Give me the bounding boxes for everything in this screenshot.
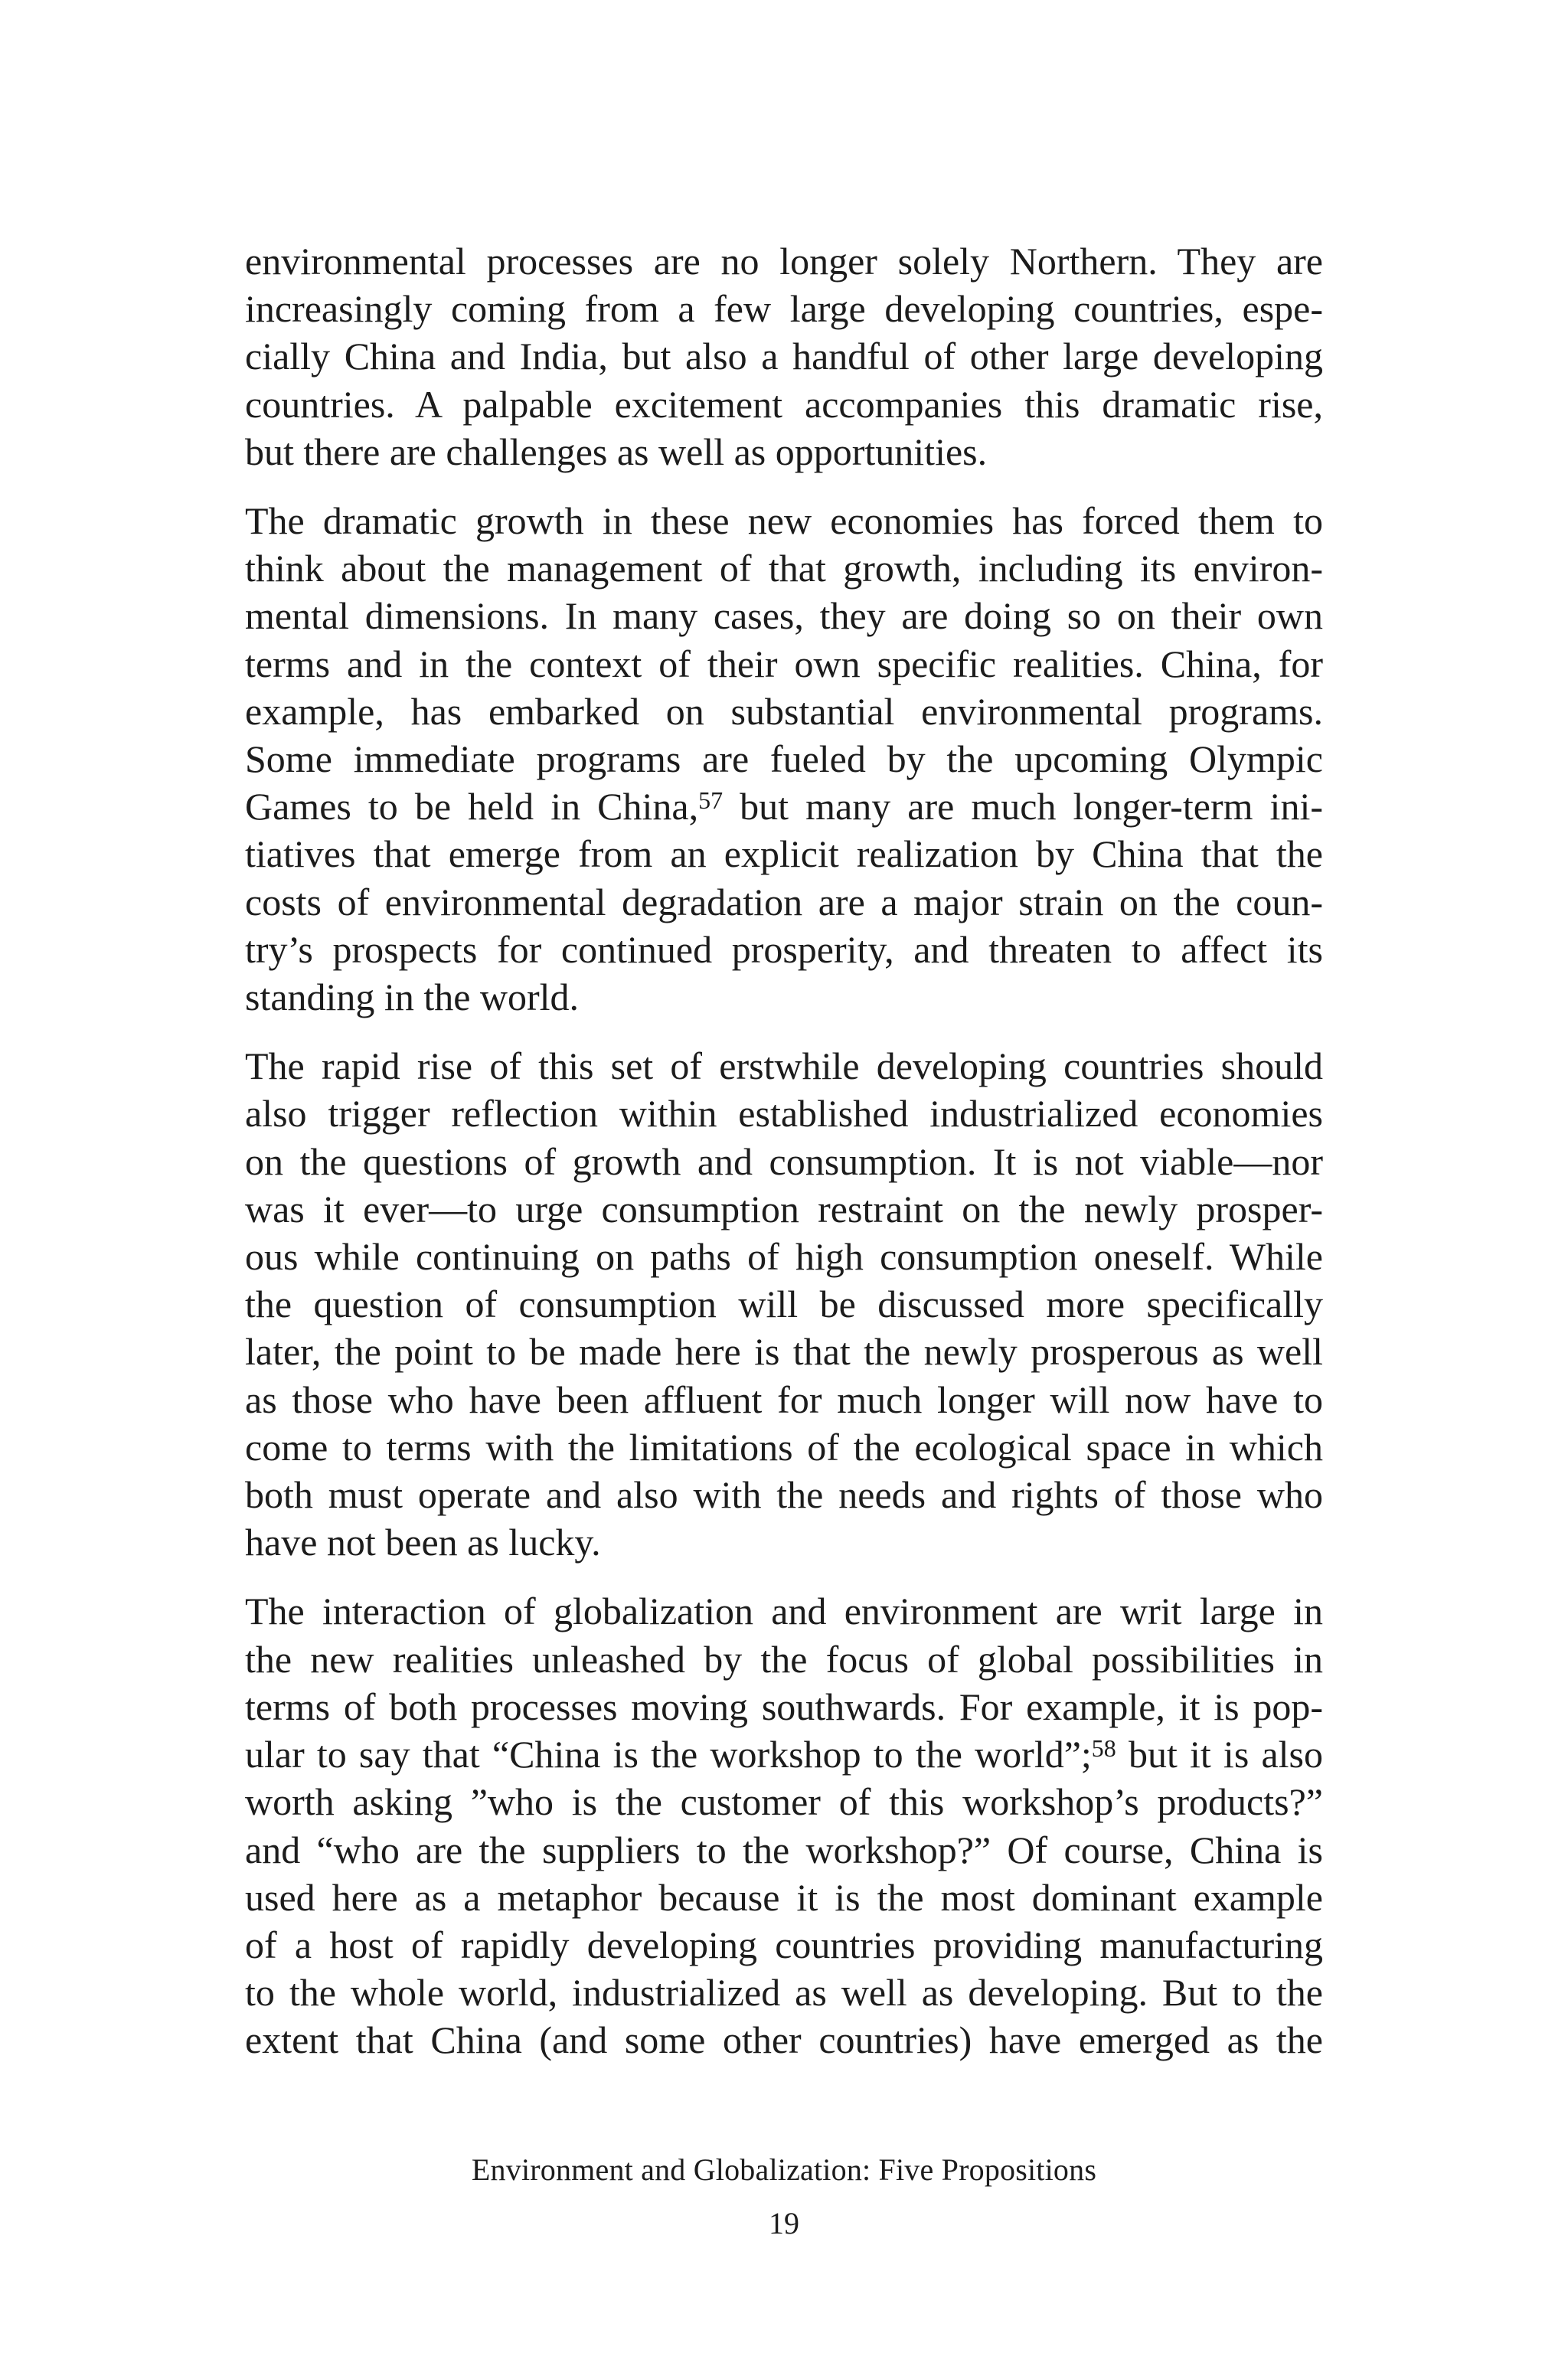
text-line: The dramatic growth in these new economies has forced them to — [245, 499, 1323, 543]
text-line: the new realities unleashed by the focus of global possibilities in — [245, 1637, 1323, 1681]
running-footer-title: Environment and Globalization: Five Propositions — [471, 2152, 1097, 2187]
text-line: increasingly coming from a few large developing countries, espe- — [245, 287, 1323, 331]
text-line: try’s prospects for continued prosperity, and threaten to affect its — [245, 927, 1323, 971]
text-line: ous while continuing on paths of high consumption oneself. While — [245, 1235, 1323, 1279]
paragraph — [245, 497, 1323, 1021]
paragraph — [245, 1042, 1323, 1566]
text-line: countries. A palpable excitement accompanies this dramatic rise, — [245, 382, 1323, 426]
text-line: extent that China (and some other countries) have emerged as the — [245, 2018, 1323, 2062]
footnote-marker: 58 — [1091, 1734, 1116, 1763]
text-line: as those who have been affluent for much longer will now have to — [245, 1377, 1323, 1421]
text-fragment: Games to be held in China, — [245, 785, 699, 828]
text-line: think about the management of that growth, including its environ- — [245, 547, 1323, 590]
text-line: have not been as lucky. — [245, 1521, 601, 1564]
text-fragment: ular to say that “China is the workshop to the world”; — [245, 1733, 1092, 1776]
text-line: costs of environmental degradation are a major strain on the coun- — [245, 880, 1323, 923]
text-line: of a host of rapidly developing countries providing manufacturing — [245, 1923, 1323, 1966]
text-fragment: but it is also — [1116, 1733, 1323, 1776]
paragraph — [245, 237, 1323, 476]
footnote-marker: 57 — [698, 786, 724, 815]
text-line: standing in the world. — [245, 976, 580, 1019]
text-line: example, has embarked on substantial environmental programs. — [245, 689, 1323, 733]
body-text — [245, 237, 1323, 2086]
text-line: The interaction of globalization and environment are writ large in — [245, 1590, 1323, 1633]
text-line: come to terms with the limitations of the ecological space in which — [245, 1425, 1323, 1469]
text-fragment: but many are much longer-term ini- — [723, 785, 1323, 828]
text-line: terms of both processes moving southwards. For example, it is pop- — [245, 1685, 1323, 1728]
text-line: both must operate and also with the needs and rights of those who — [245, 1473, 1323, 1517]
text-line: mental dimensions. In many cases, they are doing so on their own — [245, 594, 1323, 638]
text-line: Some immediate programs are fueled by the upcoming Olympic — [245, 737, 1323, 781]
text-line: later, the point to be made here is that the newly prosperous as well — [245, 1330, 1323, 1374]
text-line: tiatives that emerge from an explicit realization by China that the — [245, 832, 1323, 876]
text-line: to the whole world, industrialized as well as developing. But to the — [245, 1971, 1323, 2015]
text-line: was it ever—to urge consumption restraint on the newly prosper- — [245, 1187, 1323, 1230]
text-line: also trigger reflection within established industrialized economies — [245, 1092, 1323, 1136]
text-line: environmental processes are no longer solely Northern. They are — [245, 240, 1323, 283]
text-line: on the questions of growth and consumption. It is not viable—nor — [245, 1139, 1323, 1183]
text-line: The rapid rise of this set of erstwhile developing countries should — [245, 1044, 1323, 1088]
text-line — [245, 783, 1323, 830]
text-line: the question of consumption will be discussed more specifically — [245, 1283, 1323, 1326]
text-line: cially China and India, but also a handful of other large developing — [245, 335, 1323, 378]
text-line: and “who are the suppliers to the workshop?” Of course, China is — [245, 1828, 1323, 1871]
text-line: worth asking ”who is the customer of this workshop’s products?” — [245, 1780, 1323, 1824]
page-number: 19 — [769, 2206, 799, 2240]
text-line: used here as a metaphor because it is the most dominant example — [245, 1875, 1323, 1919]
paragraph — [245, 1587, 1323, 2064]
text-line: terms and in the context of their own specific realities. China, for — [245, 642, 1323, 685]
text-line — [245, 1730, 1323, 1778]
text-line: but there are challenges as well as opportunities. — [245, 430, 988, 473]
